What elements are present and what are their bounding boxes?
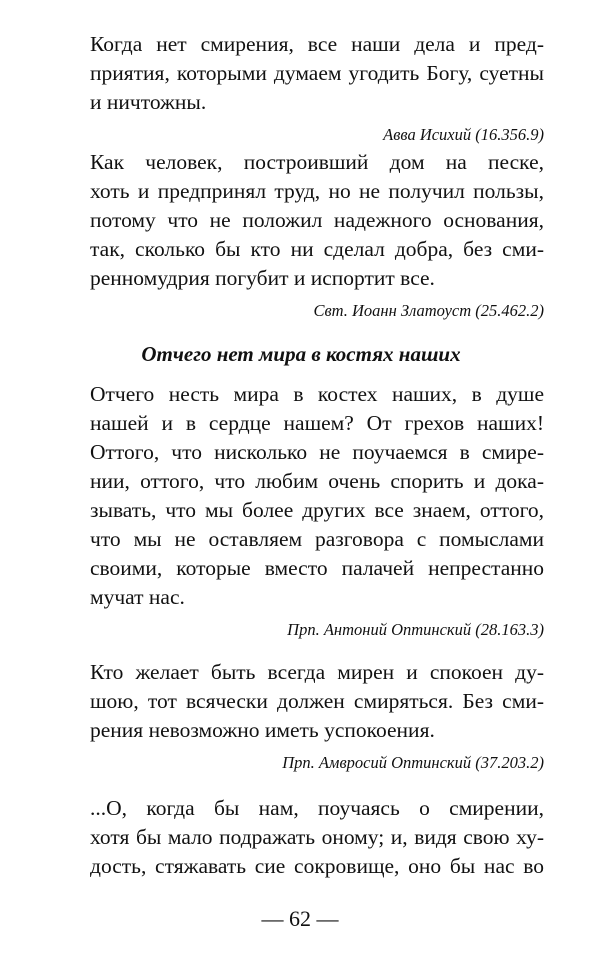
quote-line: Оттого, что нисколько не поучаемся в смире- — [90, 440, 544, 464]
quote-line: хоть и предпринял труд, но не получил пользы, — [90, 179, 544, 203]
quote-line: зывать, что мы более других все знаем, оттого, — [90, 498, 544, 522]
quote-line: ренномудрия погубит и испортит все. — [90, 266, 435, 290]
quote-line: что мы не оставляем разговора с помыслами — [90, 527, 544, 551]
quote-line: и ничтожны. — [90, 90, 207, 114]
quote-line: шою, тот всячески должен смиряться. Без сми- — [90, 689, 544, 713]
quote-2-attribution: Свт. Иоанн Златоуст (25.462.2) — [313, 301, 544, 320]
quote-line: Отчего несть мира в костех наших, в душе — [90, 382, 544, 406]
section-heading: Отчего нет мира в костях наших — [141, 342, 461, 366]
quote-line: дость, стяжавать сие сокровище, оно бы нас во — [90, 854, 544, 878]
quote-4-attribution: Прп. Амвросий Оптинский (37.203.2) — [282, 753, 544, 772]
quote-4-text — [58, 658, 544, 745]
quote-line: приятия, которыми думаем угодить Богу, суетны — [90, 61, 544, 85]
quote-5-text — [58, 794, 544, 881]
quote-line: рения невозможно иметь успокоения. — [90, 718, 435, 742]
quote-3 — [58, 380, 544, 640]
quote-line: нии, оттого, что любим очень спорить и дока- — [90, 469, 544, 493]
quote-5 — [58, 794, 544, 881]
quote-1-text — [58, 30, 544, 117]
quote-3-attribution: Прп. Антоний Оптинский (28.163.3) — [287, 620, 544, 639]
quote-line: нашей и в сердце нашем? От грехов наших! — [90, 411, 544, 435]
quote-line: мучат нас. — [90, 585, 185, 609]
quote-line: Кто желает быть всегда мирен и спокоен ду- — [90, 660, 544, 684]
quote-line: хотя бы мало подражать оному; и, видя свою ху- — [90, 825, 544, 849]
quote-1-attribution: Авва Исихий (16.356.9) — [383, 125, 544, 144]
quote-line: Как человек, построивший дом на песке, — [90, 150, 544, 174]
quote-1 — [58, 30, 544, 145]
quote-3-text — [58, 380, 544, 612]
quote-2-text — [58, 148, 544, 293]
quote-2 — [58, 148, 544, 321]
page-number: — 62 — — [261, 906, 339, 931]
quote-line: своими, которые вместо палачей непрестанно — [90, 556, 544, 580]
quote-line: Когда нет смирения, все наши дела и пред- — [90, 32, 544, 56]
quote-line: потому что не положил надежного основания, — [90, 208, 544, 232]
quote-line: так, сколько бы кто ни сделал добра, без сми- — [90, 237, 544, 261]
quote-4 — [58, 658, 544, 773]
quote-line: ...О, когда бы нам, поучаясь о смирении, — [90, 796, 544, 820]
